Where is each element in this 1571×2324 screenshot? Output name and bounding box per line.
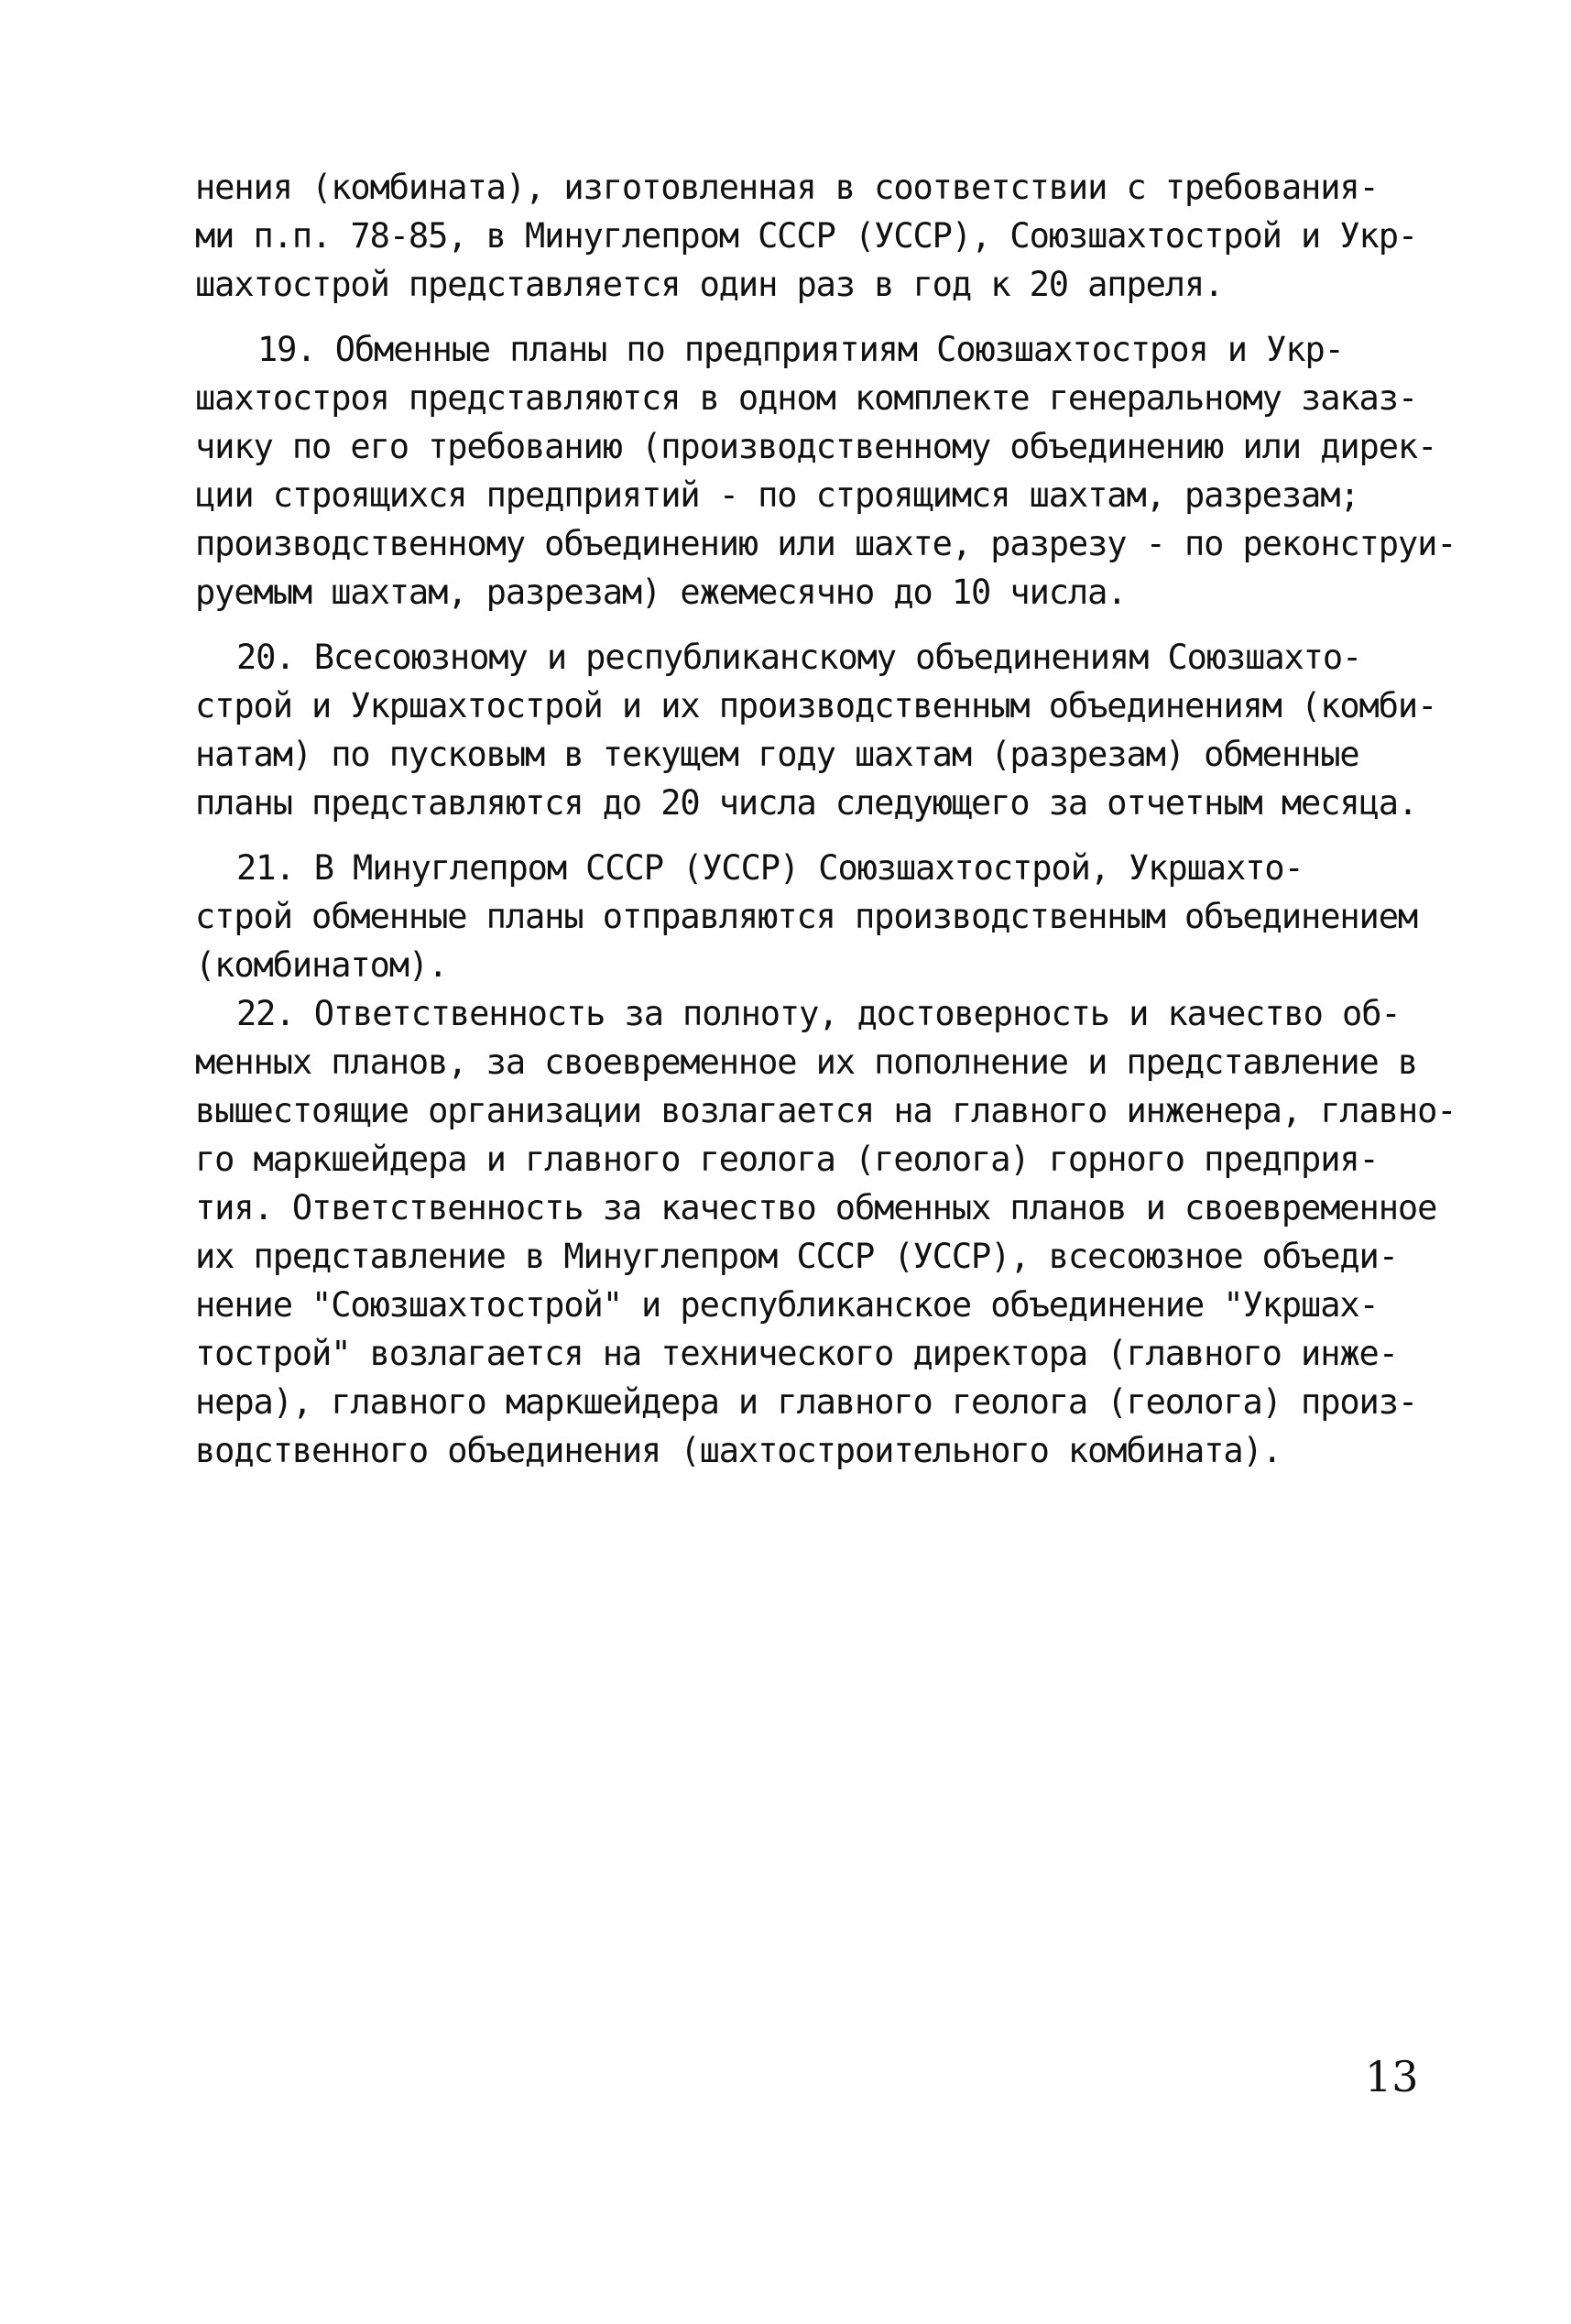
paragraph-20-start: 20. Всесоюзному и республиканскому объединениям Союзшахто- (236, 638, 1362, 677)
text-line: планы представляются до 20 числа следующего за отчетным месяца. (195, 783, 1418, 823)
text-line: производственному объединению или шахте, разрезу - по реконструи- (195, 524, 1456, 563)
text-line: строй обменные планы отправляются производственным объединением (195, 897, 1418, 936)
text-line: (комбинатом). (195, 945, 448, 985)
text-line: шахтостроя представляются в одном комплекте генеральному заказ- (195, 378, 1418, 418)
paragraph-19-start: 19. Обменные планы по предприятиям Союзшахтостроя и Укр- (257, 330, 1344, 369)
paragraph-22-start: 22. Ответственность за полноту, достоверность и качество об- (236, 994, 1401, 1033)
text-line: ми п.п. 78-85, в Минуглепром СССР (УССР), Союзшахтострой и Укр- (195, 216, 1418, 256)
text-line: го маркшейдера и главного геолога (геолога) горного предприя- (195, 1140, 1379, 1179)
text-line: водственного объединения (шахтостроительного комбината). (195, 1431, 1282, 1470)
text-line: нера), главного маркшейдера и главного геолога (геолога) произ- (195, 1382, 1418, 1422)
text-line: чику по его требованию (производственному объединению или дирек- (195, 427, 1437, 466)
text-line: вышестоящие организации возлагается на главного инженера, главно- (195, 1091, 1456, 1130)
text-line: нение "Союзшахтострой" и республиканское объединение "Укршах- (195, 1285, 1379, 1325)
text-line: шахтострой представляется один раз в год к 20 апреля. (195, 265, 1224, 304)
text-line: ции строящихся предприятий - по строящимся шахтам, разрезам; (195, 475, 1359, 515)
text-line: натам) по пусковым в текущем году шахтам (разрезам) обменные (195, 735, 1359, 774)
text-line: строй и Укршахтострой и их производственным объединениям (комби- (195, 686, 1437, 726)
text-line: руемым шахтам, разрезам) ежемесячно до 10 числа. (195, 573, 1127, 612)
body-text (195, 163, 1456, 1475)
text-line: их представление в Минуглепром СССР (УССР), всесоюзное объеди- (195, 1237, 1398, 1276)
text-line: тия. Ответственность за качество обменных планов и своевременное (195, 1188, 1437, 1227)
text-line: нения (комбината), изготовленная в соответствии с требования- (195, 168, 1379, 207)
text-line: менных планов, за своевременное их пополнение и представление в (195, 1042, 1418, 1082)
paragraph-21-start: 21. В Минуглепром СССР (УССР) Союзшахтострой, Укршахто- (236, 848, 1304, 888)
page-number: 13 (1365, 2052, 1419, 2101)
text-line: тострой" возлагается на технического директора (главного инже- (195, 1334, 1398, 1373)
